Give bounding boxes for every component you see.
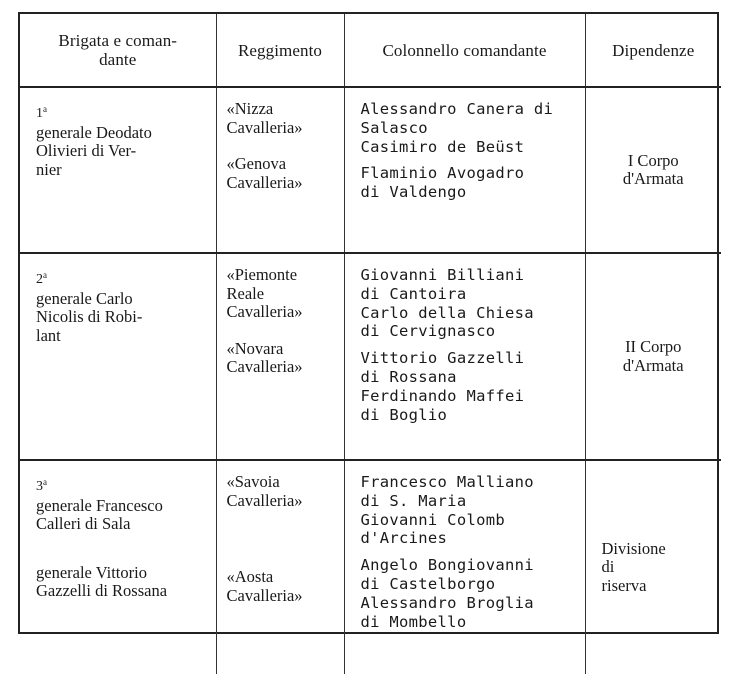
- regiment: «Genova Cavalleria»: [226, 154, 303, 192]
- commander: generale Francesco Calleri di Sala: [36, 495, 163, 533]
- regiment-cell: [216, 460, 344, 674]
- commander: generale Carlo Nicolis di Robi- lant: [36, 288, 143, 345]
- colonel-cell: Francesco Malliano di S. Maria Giovanni Colomb d'Arcines Angelo Bongiovanni di Castelborgo Alessandro Broglia di Mombello: [344, 460, 585, 674]
- regiment: «Novara Cavalleria»: [226, 338, 303, 376]
- brigade-ordinal: 1$^a$: [36, 104, 47, 121]
- dipendenze-cell: Divisione di riserva: [585, 460, 721, 674]
- regiment: «Nizza Cavalleria»: [226, 99, 303, 137]
- brigades-table-frame: [18, 12, 719, 634]
- commander: generale Vittorio Gazzelli di Rossana: [36, 562, 168, 600]
- header-reggimento: Reggimento: [216, 14, 344, 87]
- commander: generale Deodato Olivieri di Ver- nier: [36, 122, 152, 179]
- brigade-cell: [20, 87, 216, 253]
- header-colonnello: Colonnello comandante: [344, 14, 585, 87]
- dipendenze-cell: I Corpo d'Armata: [585, 87, 721, 253]
- regiment-cell: [216, 253, 344, 460]
- header-dipendenze: Dipendenze: [585, 14, 721, 87]
- table-row: [20, 87, 721, 253]
- header-brigata-line2: dante: [99, 50, 137, 69]
- colonel-cell: Giovanni Billiani di Cantoira Carlo della Chiesa di Cervignasco Vittorio Gazzelli di Rossana Ferdinando Maffei di Boglio: [344, 253, 585, 460]
- brigade-ordinal: 3$^a$: [36, 477, 47, 494]
- colonel-cell: Alessandro Canera di Salasco Casimiro de Beüst Flaminio Avogadro di Valdengo: [344, 87, 585, 253]
- header-brigata-line1: Brigata e coman-: [58, 31, 178, 50]
- dipendenze-cell: II Corpo d'Armata: [585, 253, 721, 460]
- cavalry-brigades-table: [20, 14, 721, 674]
- table-row: [20, 460, 721, 674]
- brigade-cell: [20, 460, 216, 674]
- regiment-cell: [216, 87, 344, 253]
- header-brigata: [20, 14, 216, 87]
- brigade-ordinal: 2$^a$: [36, 270, 47, 287]
- table-row: [20, 253, 721, 460]
- regiment: «Piemonte Reale Cavalleria»: [226, 265, 303, 321]
- regiment: «Savoia Cavalleria»: [226, 472, 303, 510]
- regiment: «Aosta Cavalleria»: [226, 567, 303, 605]
- header-row: [20, 14, 721, 87]
- brigade-cell: [20, 253, 216, 460]
